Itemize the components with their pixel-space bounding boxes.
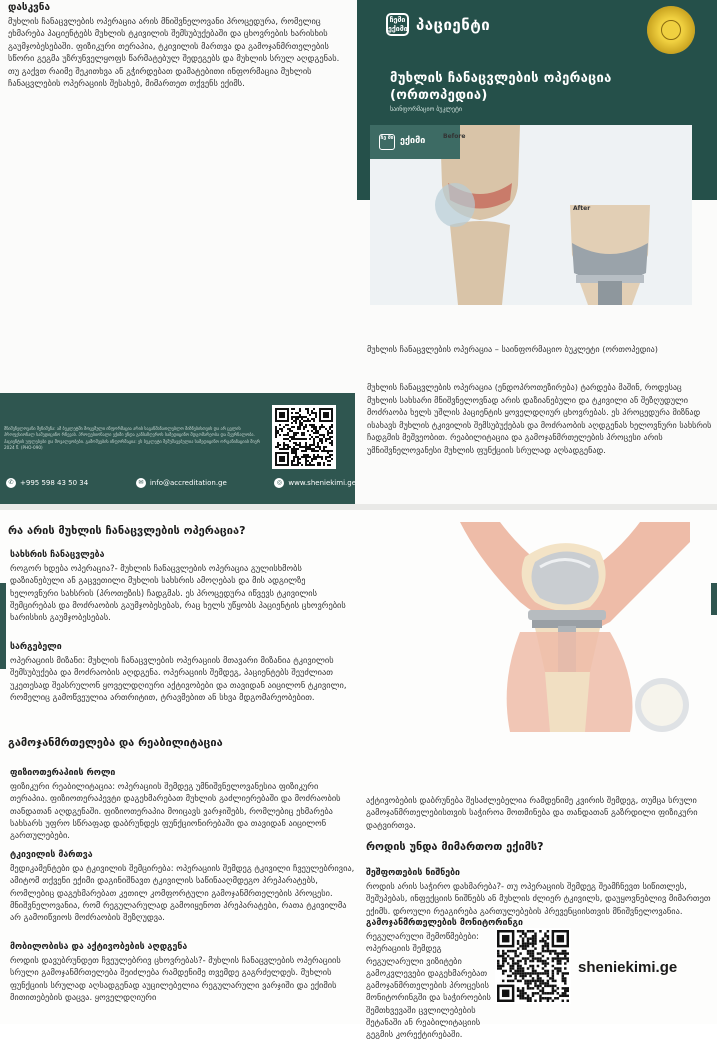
inner-title: მუხლის ჩანაცვლების ოპერაცია – საინფორმაციო ბუკლეტი (ორთოპედია) xyxy=(367,344,658,354)
joint-replacement-section xyxy=(10,550,355,623)
globe-icon: ◎ xyxy=(274,478,284,488)
joint-replacement-text: როგორ ხდება ოპერაცია?- მუხლის ჩანაცვლების ოპერაცია გულისხმობს დაზიანებული ან გაცვეთილი მუხლის სახსრის ამოღებას და მის ადგილზე ხელოვნური სახსრის (პროთეზის) ჩადგმას. ეს პროცედურა იწვევს ტკივილის შემცირებას და მოძრაობის გაუმჯობესებას, რაც ხელს უწყობს პაციენტის ცხოვრების ხარისხის გაუმჯობესებას. xyxy=(10,563,346,623)
mail-icon: ✉ xyxy=(136,478,146,488)
pain-text: მედიკამენტები და ტკივილის შემცირება: ოპერაციის შემდეგ ტკივილი ჩვეულებრივია, ამიტომ თქვენი ექიმი დაგინიშნავთ ტკივილის საწინააღმდეგო პრეპარატებს, რომლებიც დაგეხმარებათ კეთილ კომფორტული გამოჯანმრთელების პროცესი. მნიშვნელოვანია, რომ რეგულარულად გამოიყენოთ პრეპარატები, რათა ტკივილმა არ გამოიწვიოს მოძრაობის შეზღუდვა. xyxy=(10,863,355,923)
mobility-title: მობილობისა და აქტივობების აღდგენა xyxy=(10,942,188,952)
conclusion-section xyxy=(8,2,348,89)
mobility-section xyxy=(10,942,355,1003)
photo-brand-name: ექიმი xyxy=(400,136,426,146)
photo-brand-strip xyxy=(370,125,460,159)
doctor-heading: როდის უნდა მიმართოთ ექიმს? xyxy=(366,840,544,853)
monitoring-section xyxy=(366,918,523,1040)
website-label[interactable]: sheniekimi.ge xyxy=(578,959,678,976)
warning-signs-section xyxy=(366,868,711,917)
physio-text: ფიზიკური რეაბილიტაცია: ოპერაციის შემდეგ უმნიშვნელოვანესია ფიზიკური თერაპია. ფიზიოთერაპევტი დაგეხმარებათ მუხლის გაძლიერებაში და მოძრაობის თანდათან აღდგენაში. ფიზიოთერაპია მოიცავს ვარჯიშებს, რომლებიც ეხმარება სახსარს უფრო სწრაფად დაბრუნდეს ფუნქციონირებაში და თავიდან აიცილონ გართულებები. xyxy=(10,781,341,841)
right-accent-bar xyxy=(711,583,717,615)
benefits-section xyxy=(10,642,355,703)
phone-text: +995 598 43 50 34 xyxy=(20,479,89,487)
qr-code-icon xyxy=(495,928,571,1004)
contact-phone[interactable] xyxy=(6,478,88,488)
qr-code-icon xyxy=(272,405,336,469)
cover-subtitle: საინფორმაციო ბუკლეტი xyxy=(390,106,462,113)
knee-before-after-image xyxy=(370,125,692,305)
joint-replacement-title: სახსრის ჩანაცვლება xyxy=(10,550,105,560)
contact-email[interactable] xyxy=(136,478,227,488)
pain-section xyxy=(10,850,355,923)
accreditation-seal-icon xyxy=(647,6,695,54)
warning-signs-text: როდის არის საჭირო დახმარება?- თუ ოპერაციის შემდეგ შეამჩნევთ სიწითლეს, შეშუპებას, ინფექციის ნიშნებს ან მუხლის ძლიერ ტკივილს, დაუყოვნებლივ მიმართეთ ექიმს. დროული რეაგირება გართულებების პრევენციისთვის მნიშვნელოვანია. xyxy=(366,881,711,916)
benefits-text: ოპერაციის მიზანი: მუხლის ჩანაცვლების ოპერაციის მთავარი მიზანია ტკივილის შემსუბუქება და მოძრაობის აღდგენა. ოპერაციის შემდეგ, პაციენტებს შეუძლიათ უკეთესად შეასრულონ ყოველდღიური აქტივობები და თავიდან აიცილონ ტკივილი, რომელიც გამოწვეულია ართრიტით, ტრავმებით ან სხვა მდგომარეობებით. xyxy=(10,655,347,702)
contact-row xyxy=(6,478,356,488)
mobility-text: როდის დავუბრუნდეთ ჩვეულებრივ ცხოვრებას?- მუხლის ჩანაცვლების ოპერაციის სრული გამოჯანმრთელება შეიძლება რამდენიმე თვემდე გაგრძელდეს. მუხლის ფუნქციის სრულად აღსადგენად აუცილებელია რეგულარული ვარჯიში და ექიმის მითითებების დაცვა. ყოველდღიური xyxy=(10,955,341,1002)
email-text: info@accreditation.ge xyxy=(149,479,227,487)
doctor-section xyxy=(366,840,711,853)
label-after: After xyxy=(573,205,591,212)
rehab-section xyxy=(8,736,353,749)
brand-logo xyxy=(386,13,490,36)
photo-logo-icon: ჩე მი xyxy=(379,134,395,150)
mobility-continued xyxy=(366,794,711,831)
physio-section xyxy=(10,768,355,841)
brand-box-icon: ჩემი ექიმი xyxy=(386,13,409,36)
monitoring-title: გამოჯანმრთელების მონიტორინგი xyxy=(366,918,523,928)
conclusion-heading: დასკვნა xyxy=(8,2,50,13)
back-cover-footer xyxy=(0,393,355,506)
conclusion-text: მუხლის ჩანაცვლების ოპერაცია არის მნიშვნელოვანი პროცედურა, რომელიც ეხმარება პაციენტებს მუხლის ტკივილის შემსუბუქებაში და ცხოვრების ხარისხის გაუმჯობესებაში. ფიზიკური თერაპია, ტკივილის მართვა და გამოჯანმრთელების სწორი გეგმა უზრუნველყოფს წარმატებულ შედეგებს და მუხლის სრულ აღდგენას. თუ გაქვთ რაიმე შეკითხვა ან გჭირდებათ დამატებითი ინფორმაცია მუხლის ჩანაცვლების ოპერაციის შესახებ, მიმართეთ თქვენს ექიმს. xyxy=(8,16,340,89)
cover-title: მუხლის ჩანაცვლების ოპერაცია (ორთოპედია) xyxy=(390,71,612,103)
knee-implant-image xyxy=(440,522,690,732)
pain-title: ტკივილის მართვა xyxy=(10,850,93,860)
rehab-heading: გამოჯანმრთელება და რეაბილიტაცია xyxy=(8,736,223,749)
website-text: www.sheniekimi.ge xyxy=(288,479,356,487)
disclaimer-text: მნიშვნელოვანი შენიშვნა: ამ ბუკლეტში მოცემული ინფორმაცია არის საგანმანათლებლო მიზნებისთვის და არ ცვლის პროფესიონალ სამედიცინო რჩევას. პროფესიონალი ექიმი უნდა განსაზღვროს სამედიცინო მდგომარეობა და მკურნალობა. პაციენტის უფლებები და მოვალეობები. გამოშვების ინფორმაცია: ეს ბუკლეტი შემუშავებულია სამედიცინო ორგანიზაციის მიერ 2024 წ. (PHO-090) xyxy=(4,426,261,450)
what-is-section xyxy=(8,524,353,537)
mobility-continued-text: აქტივობების დაბრუნება შესაძლებელია რამდენიმე კვირის შემდეგ, თუმცა სრული გამოჯანმრთელებისთვის საჭიროა მოთმინება და თანდათან გაზრდილი ფიზიკური დატვირთვა. xyxy=(366,795,698,830)
monitoring-text: რეგულარული შემოწმებები: ოპერაციის შემდეგ რეგულარული ვიზიტები გამოკვლევები დაგეხმარებათ გამოჯანმრთელების პროცესის მონიტორინგში და საჭიროების შემთხვევაში ცვლილებების შეტანაში ან რეაბილიტაციის გეგმის კორექტირებაში. xyxy=(366,931,491,1040)
brochure-inner-page xyxy=(0,510,717,1040)
contact-website[interactable] xyxy=(274,478,356,488)
left-accent-bar xyxy=(0,583,6,669)
benefits-title: სარგებელი xyxy=(10,642,62,652)
brochure-outer-page xyxy=(0,0,717,506)
label-before: Before xyxy=(443,133,466,140)
what-is-heading: რა არის მუხლის ჩანაცვლების ოპერაცია? xyxy=(8,524,246,537)
physio-title: ფიზიოთერაპიის როლი xyxy=(10,768,116,778)
warning-signs-title: შეშფოთების ნიშნები xyxy=(366,868,461,878)
phone-icon: ✆ xyxy=(6,478,16,488)
brand-name: პაციენტი xyxy=(416,15,491,34)
inner-intro-text: მუხლის ჩანაცვლების ოპერაცია (ენდოპროთეზირება) ტარდება მაშინ, როდესაც მუხლის სახსარი მნიშვნელოვნად არის დაზიანებული და ტკივილი ან შეზღუდული მოძრაობა ხელს უშლის პაციენტის ყოველდღიურ ცხოვრებას. ეს პროცედურა მიზნად ისახავს მუხლის ტკივილის შემსუბუქებას და მოძრაობის აღდგენას ხელოვნური სახსრის ჩადგმის მეშვეობით. რეაბილიტაცია და გამოჯანმრთელების პროცესი არის უმნიშვნელოვანესი მუხლის ფუნქციის სრულად აღსადგენად. xyxy=(367,382,712,455)
